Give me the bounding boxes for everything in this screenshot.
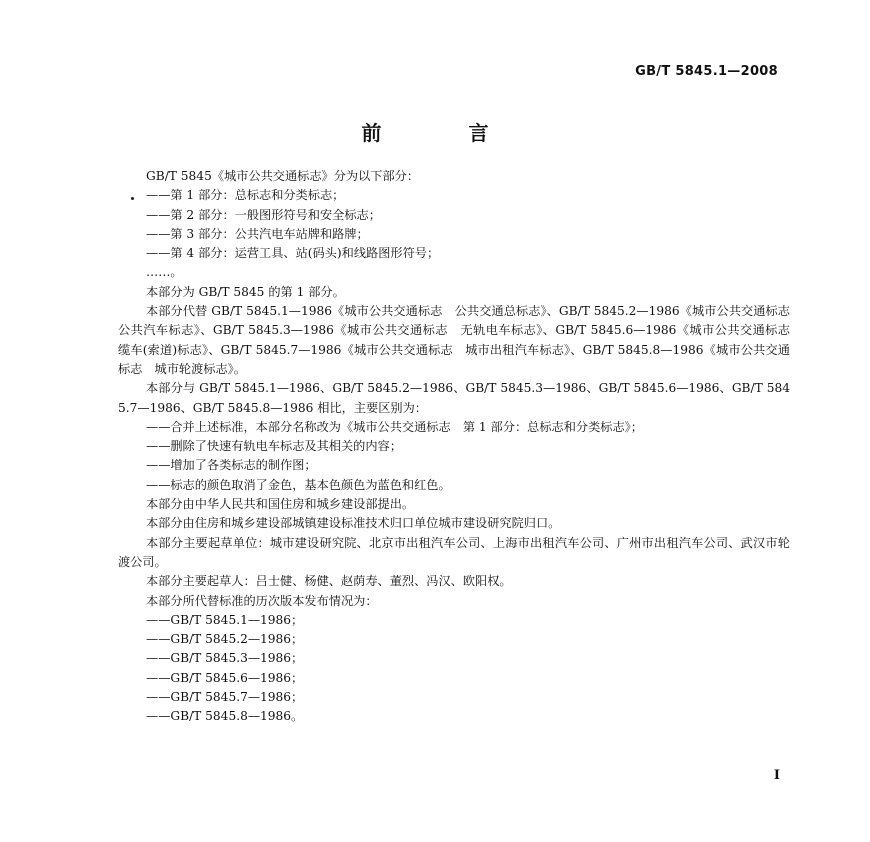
- this-part-paragraph: 本部分为 GB/T 5845 的第 1 部分。: [146, 284, 345, 299]
- intro-paragraph: GB/T 5845《城市公共交通标志》分为以下部分：: [146, 169, 420, 183]
- difference-item-1: ——合并上述标准，本部分名称改为《城市公共交通标志 第 1 部分：总标志和分类标志》；: [146, 419, 643, 434]
- history-item-2: ——GB/T 5845.2—1986；: [146, 632, 304, 647]
- managed-by-paragraph: 本部分由住房和城乡建设部城镇建设标准技术归口单位城市建设研究院归口。: [146, 516, 561, 531]
- standard-code: GB/T 5845.1—2008: [635, 64, 778, 79]
- history-item-4: ——GB/T 5845.6—1986；: [146, 670, 304, 685]
- part-item-2: ——第 2 部分：一般图形符号和安全标志；: [146, 207, 381, 222]
- proposed-by-paragraph: 本部分由中华人民共和国住房和城乡建设部提出。: [146, 497, 415, 512]
- history-item-5: ——GB/T 5845.7—1986；: [146, 690, 304, 705]
- page-number: I: [773, 768, 780, 783]
- foreword-body: [118, 167, 803, 727]
- part-item-4: ——第 4 部分：运营工具、站(码头)和线路图形符号；: [146, 246, 440, 261]
- difference-item-2: ——删除了快速有轨电车标志及其相关的内容；: [146, 439, 402, 454]
- drafters-paragraph: 本部分主要起草人：吕士健、杨健、赵荫寿、董烈、冯汉、欧阳权。: [146, 574, 512, 589]
- replaces-paragraph: 本部分代替 GB/T 5845.1—1986《城市公共交通标志 公共交通总标志》、GB/T 5845.2—1986《城市公共交通标志 公共汽车标志》、GB/T 5845.3—1986《城市公共交通标志 无轨电车标志》、GB/T 5845.6—1986《城市公共交通标志 缆车(索道)标志》、GB/T 5845.7—1986《城市公共交通标志 城市出租汽车标志》、GB/T 5845.8—1986《城市公共交通标志 城市轮渡标志》。: [118, 304, 803, 376]
- part-item-3: ——第 3 部分：公共汽电车站牌和路牌；: [146, 226, 369, 241]
- history-item-1: ——GB/T 5845.1—1986；: [146, 612, 304, 627]
- history-item-6: ——GB/T 5845.8—1986。: [146, 709, 304, 724]
- page-title: 前 言: [361, 121, 529, 145]
- differences-intro-paragraph: 本部分与 GB/T 5845.1—1986、GB/T 5845.2—1986、GB/T 5845.3—1986、GB/T 5845.6—1986、GB/T 5845.7—1986、GB/T 5845.8—1986 相比，主要区别为：: [118, 381, 790, 415]
- drafting-units-paragraph: 本部分主要起草单位：城市建设研究院、北京市出租汽车公司、上海市出租汽车公司、广州市出租汽车公司、武汉市轮渡公司。: [118, 535, 790, 569]
- history-intro-paragraph: 本部分所代替标准的历次版本发布情况为：: [146, 593, 378, 608]
- part-item-1: ——第 1 部分：总标志和分类标志；: [146, 188, 345, 203]
- difference-item-4: ——标志的颜色取消了金色，基本色颜色为蓝色和红色。: [146, 477, 451, 492]
- history-item-3: ——GB/T 5845.3—1986；: [146, 651, 304, 666]
- difference-item-3: ——增加了各类标志的制作图；: [146, 458, 317, 473]
- part-item-ellipsis: ……。: [146, 265, 183, 280]
